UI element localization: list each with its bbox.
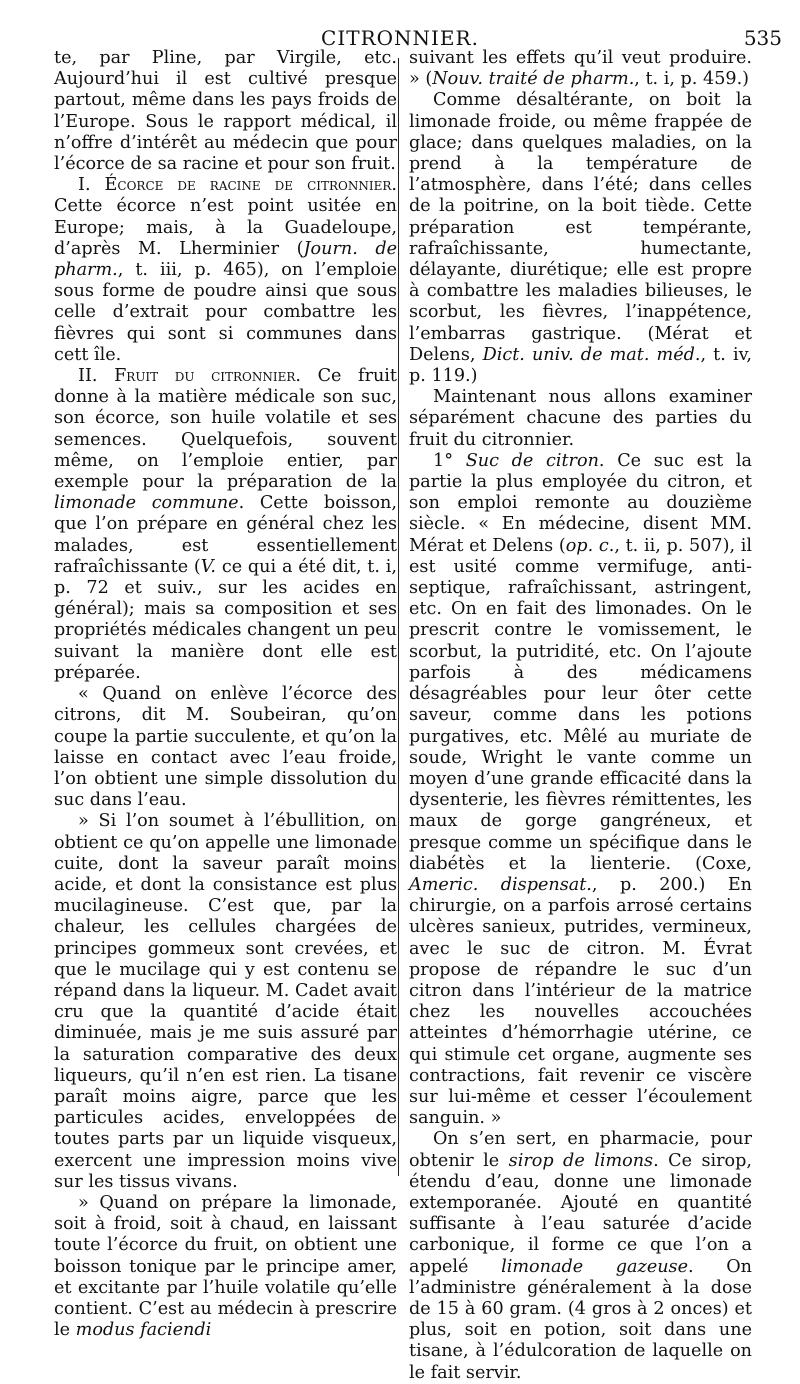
column-divider <box>398 58 399 1176</box>
right-column <box>409 48 752 1384</box>
section-heading-lemon-juice: Suc de citron <box>465 450 599 471</box>
italic-reference: V. <box>200 556 217 577</box>
italic-term: limonade commune <box>54 493 239 514</box>
running-title: CITRONNIER. <box>321 26 479 50</box>
paragraph-root-bark: I. Écorce de racine de citronnier. Cette écorce n’est point usitée en Europe; mais, à la Guadeloupe, d’après M. Lherminier (Journ. de pharm., t. iii, p. 465), on l’emploie sous forme de poudre ainsi que sous celle d’extrait pour combattre les fièvres qui sont si communes dans cett île. <box>54 175 398 365</box>
section-heading-root-bark: I. Écorce de racine de citronnier. <box>78 175 397 196</box>
citation: Nouv. traité de pharm. <box>432 69 635 90</box>
paragraph-intro: te, par Pline, par Virgile, etc. Aujourd’hui il est cultivé presque partout, même dans les pays froids de l’Europe. Sous le rapport médical, il n’offre d’intérêt au médecin que pour l’écorce de sa racine et pour son fruit. <box>54 48 397 175</box>
paragraph-quote-end: suivant les effets qu’il veut produire. » (Nouv. traité de pharm., t. i, p. 459.) <box>409 48 752 90</box>
citation: Americ. dispensat. <box>409 874 592 895</box>
section-heading-fruit: II. Fruit du citronnier. <box>78 366 302 387</box>
citation: Journ. de pharm. <box>54 238 398 281</box>
italic-term: sirop de limons <box>508 1150 654 1171</box>
italic-reference: op. c. <box>565 535 615 556</box>
italic-term: limonade gazeuse <box>501 1256 688 1277</box>
paragraph-quote-2: » Si l’on soumet à l’ébullition, on obtient ce qu’on appelle une limonade cuite, dont la saveur paraît moins acide, et dont la consistance est plus mucilagineuse. C’est que, par la chaleur, les cellules chargées de principes gommeux sont crevées, et que le mucilage qui y est contenu se répand dans la liqueur. M. Cadet avait cru que la quantité d’acide était diminuée, mais je me suis assuré par la saturation comparative des deux liqueurs, qu’il n’en est rien. La tisane paraît moins aigre, parce que les particules acides, enveloppées de toutes parts par un liquide visqueux, exercent une impression moins vive sur les tissus vivans. <box>54 811 397 1192</box>
paragraph-lemon-juice: 1° Suc de citron. Ce suc est la partie la plus employée du citron, et son emploi remonte au douzième siècle. « En médecine, disent MM. Mérat et Delens (op. c., t. ii, p. 507), il est usité comme vermifuge, anti-septique, rafraîchissant, astringent, etc. On en fait des limonades. On le prescrit contre le vomissement, le scorbut, la putridité, etc. On l’ajoute parfois à des médicamens désagréables pour leur ôter cette saveur, comme dans les potions purgatives, etc. Mêlé au muriate de soude, Wright le vante comme un moyen d’une grande efficacité dans la dysenterie, les fièvres rémittentes, les maux de gorge gangréneux, et presque comme un spécifique dans le diabétès et la lienterie. (Coxe, Americ. dispensat., p. 200.) En chirurgie, on a parfois arrosé certains ulcères sanieux, putrides, vermineux, avec le suc de citron. M. Évrat propose de répandre le suc d’un citron dans l’intérieur de la matrice chez les nouvelles accouchées atteintes d’hémorrhagie utérine, ce qui stimule cet organe, augmente ses contractions, fait revenir ce viscère sur lui-même et cesser l’écoulement sanguin. » <box>409 450 753 1129</box>
paragraph-quote-3: » Quand on prépare la limonade, soit à froid, soit à chaud, en laissant toute l’écorce du fruit, on obtient une boisson tonique par le principe amer, et excitante par l’huile volatile qu’elle contient. C’est au médecin à prescrire le modus faciendi <box>54 1192 397 1341</box>
paragraph-refreshing: Comme désaltérante, on boit la limonade froide, ou même frappée de glace; dans quelques maladies, on la prend à la température de l’atmosphère, dans l’été; dans celles de la poitrine, on la boit tiède. Cette préparation est tempérante, rafraîchissante, humectante, délayante, diurétique; elle est propre à combattre les maladies bilieuses, le scorbut, les fièvres, l’inappétence, l’embarras gastrique. (Mérat et Delens, Dict. univ. de mat. méd., t. iv, p. 119.) <box>409 90 753 387</box>
left-column <box>54 48 397 1341</box>
paragraph-pharmacy: On s’en sert, en pharmacie, pour obtenir le sirop de limons. Ce sirop, étendu d’eau, donne une limonade extemporanée. Ajouté en quantité suffisante à l’eau saturée d’acide carbonique, il forme ce que l’on a appelé limonade gazeuse. On l’administre généralement à la dose de 15 à 60 gram. (4 gros à 2 onces) et plus, soit en potion, soit dans une tisane, à l’édulcoration de laquelle on le fait servir. <box>409 1129 752 1383</box>
italic-term: modus faciendi <box>75 1320 212 1341</box>
citation: Dict. univ. de mat. méd. <box>482 344 701 365</box>
paragraph-fruit: II. Fruit du citronnier. Ce fruit donne à la matière médicale son suc, son écorce, son huile volatile et ses semences. Quelquefois, souvent même, on l’emploie entier, par exemple pour la préparation de la limonade commune. Cette boisson, que l’on prépare en général chez les malades, est essentiellement rafraîchissante (V. ce qui a été dit, t. i, p. 72 et suiv., sur les acides en général); mais sa composition et ses propriétés médicales changent un peu suivant la manière dont elle est préparée. <box>54 366 398 683</box>
page-number: 535 <box>743 26 782 50</box>
paragraph-transition: Maintenant nous allons examiner séparément chacune des parties du fruit du citronnier. <box>409 387 752 450</box>
paragraph-quote-1: « Quand on enlève l’écorce des citrons, dit M. Soubeiran, qu’on coupe la partie succulente, et qu’on la laisse en contact avec l’eau froide, l’on obtient une simple dissolution du suc dans l’eau. <box>54 684 397 811</box>
